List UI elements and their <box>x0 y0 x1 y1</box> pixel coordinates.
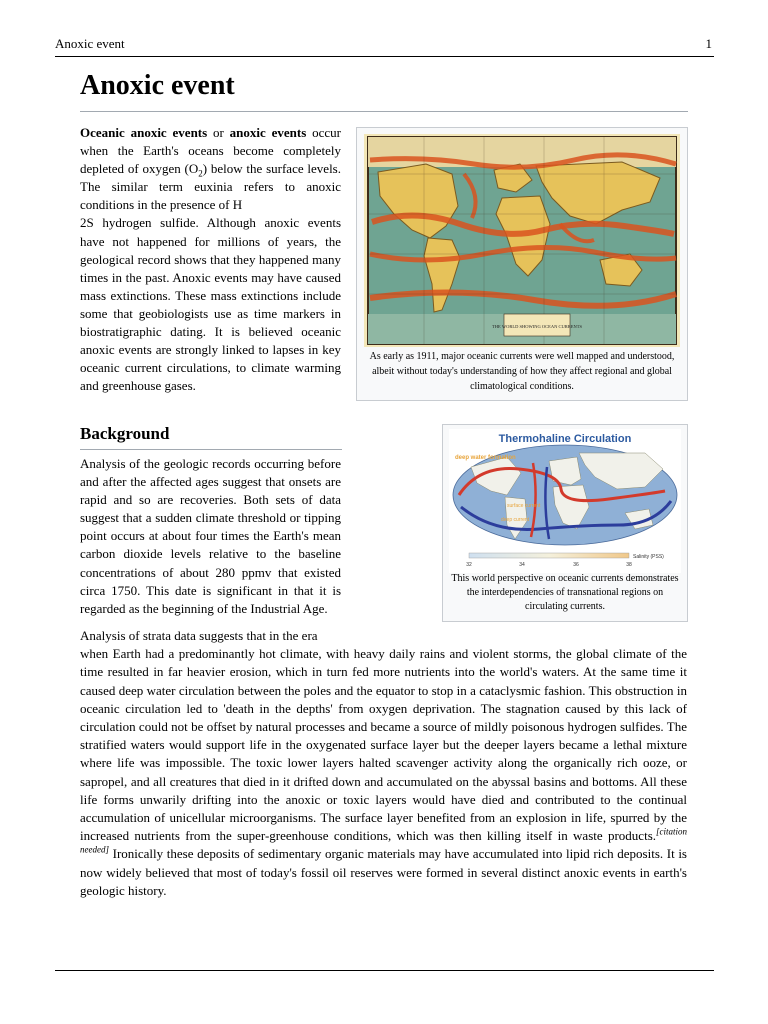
map-title-text: THE WORLD SHOWING OCEAN CURRENTS <box>492 324 582 329</box>
ocean-currents-map-image <box>364 134 680 347</box>
figure2-caption: This world perspective on oceanic currents demonstrates the interdependencies of transnational regions on circulating currents. <box>451 573 679 612</box>
para2-body: when Earth had a predominantly hot climate, with heavy daily rains and violent storms, the global climate of the time resulted in far heavier erosion, which in turn fed more nutrients into the world's waters. At the same time it caused deep water circulation between the poles and the equator to stop in a cataclysmic fashion. This obstruction in oceanic circulation led to 'death in the depths' from oxygen deprivation. The stagnation caused by this lack of circulation could not be offset by natural processes and became a source of mildly poisonous hydrogen sulfides. The stratified waters would support life in the oxygenated surface layer but the deeper layers became a lethal mixture where life was impossible. The toxic lower layers halted scavenger activity along the organically rich ooze, or sapropel, and all creatures that died in it drifted down and accumulated on the abyssal basins and bottoms. All these life forms unwarily drifting into the anoxic or toxic layers would have died and contributed to the continual accumulation of unicellular microorganisms. The surface layer benefited from an explosion in life, spurred by the increased nutrients from the super-greenhouse conditions, which was then killing itself in waste products. <box>80 646 687 844</box>
page-title: Anoxic event <box>80 70 235 101</box>
intro-paragraph <box>80 124 341 395</box>
running-header-title: Anoxic event <box>55 36 125 51</box>
section-divider <box>80 449 342 450</box>
figure-thermohaline-circulation <box>442 424 688 622</box>
salinity-tick-32: 32 <box>466 562 472 568</box>
intro-or: or <box>207 125 230 140</box>
thermohaline-circulation-image <box>449 429 681 573</box>
term-oceanic-anoxic-events: Oceanic anoxic events <box>80 125 208 140</box>
thermohaline-title: Thermohaline Circulation <box>498 433 632 445</box>
para2-first-line: Analysis of strata data suggests that in the era <box>80 628 318 643</box>
background-paragraph-1: Analysis of the geologic records occurring before and after the affected ages suggest that onsets are rapid and so are recoveries. Both sets of data suggest that a sudden climate threshold or tipping point occurs at about four times the Earth's mean carbon dioxide levels relative to the baseline concentrations of about 280 ppmv that existed circa 1750. This date is significant in that it is regarded as the beginning of the Industrial Age. <box>80 456 341 616</box>
label-deep-current: deep current <box>501 517 530 523</box>
intro-text-3: 2S hydrogen sulfide. Although anoxic events have not happened for millions of years, the geological record shows that they happened many times in the past. Anoxic events may have caused mass extinctions. These mass extinctions include some that geobiologists use as time markers in biostratigraphic dating. It is believed oceanic anoxic events are strongly linked to lapses in key oceanic current circulations, to climate warming and greenhouse gases. <box>80 215 341 394</box>
label-deep-water-formation: deep water formation <box>455 455 516 461</box>
figure-ocean-currents-map <box>356 127 688 401</box>
salinity-tick-34: 34 <box>519 562 525 568</box>
salinity-tick-36: 36 <box>573 562 579 568</box>
salinity-tick-38: 38 <box>626 562 632 568</box>
intro-text-1: occur when the Earth's oceans become completely depleted of oxygen (O <box>80 125 341 177</box>
salinity-label: Salinity (PSS) <box>633 554 664 560</box>
running-header <box>55 34 714 57</box>
page-number: 1 <box>705 36 712 51</box>
footer-rule <box>55 970 714 971</box>
background-paragraph-2 <box>80 627 687 900</box>
para2-ending: Ironically these deposits of sedimentary organic materials may have accumulated into lipid rich deposits. It is now widely believed that most of today's fossil oil reserves were formed in several distinct anoxic events in earth's geologic history. <box>80 846 687 898</box>
title-divider <box>80 111 688 112</box>
intro-text-2: ) below the surface levels. The similar term euxinia refers to anoxic conditions in the presence of H <box>80 161 341 213</box>
figure1-caption: As early as 1911, major oceanic currents were well mapped and understood, albeit without today's understanding of how they affect regional and global climatological conditions. <box>369 351 675 392</box>
citation-needed-link[interactable]: [citation needed] <box>80 826 687 856</box>
section-heading-background: Background <box>80 424 170 443</box>
label-surface-current: surface current <box>507 503 541 509</box>
term-anoxic-events: anoxic events <box>229 125 307 140</box>
subscript-2: 2 <box>198 168 203 179</box>
